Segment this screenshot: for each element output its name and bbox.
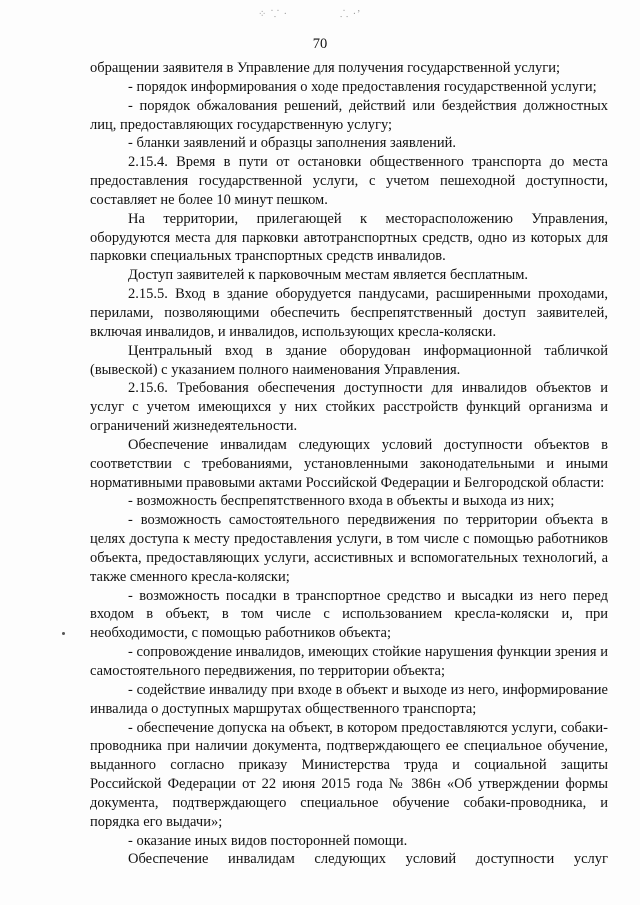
paragraph: 2.15.4. Время в пути от остановки общественного транспорта до места предоставления государственной услуги, с учетом пешеходной доступности, составляет не более 10 минут пешком. — [90, 154, 608, 208]
document-body — [90, 59, 608, 869]
paragraph: На территории, прилегающей к месторасположению Управления, оборудуются места для парковки автотранспортных средств, одно из которых для парковки специальных транспортных средств инвалидов. — [90, 210, 608, 265]
list-item: - порядок обжалования решений, действий или бездействия должностных лиц, предоставляющих государственную услугу; — [90, 97, 608, 133]
list-item: - бланки заявлений и образцы заполнения заявлений. — [128, 135, 457, 152]
list-item: - возможность беспрепятственного входа в объекты и выхода из них; — [128, 493, 555, 510]
paragraph: обращении заявителя в Управление для получения государственной услуги; — [90, 60, 561, 76]
paragraph: Центральный вход в здание оборудован информационной табличкой (вывеской) с указанием полного наименования Управления. — [90, 342, 608, 378]
paragraph: Обеспечение инвалидам следующих условий доступности объектов в соответствии с требованиями, установленными законодательными и иными нормативными правовыми актами Российской Федерации и Белгородской области: — [90, 436, 608, 491]
list-item: - оказание иных видов посторонней помощи. — [128, 832, 408, 849]
list-item: - возможность посадки в транспортное средство и высадки из него перед входом в объект, в том числе с использованием кресла-коляски и, при необходимости, с помощью работников объекта; — [90, 587, 608, 642]
list-item: - сопровождение инвалидов, имеющих стойкие нарушения функции зрения и самостоятельного передвижения, по территории объекта; — [90, 644, 608, 679]
scan-speck — [62, 632, 65, 635]
paragraph: 2.15.5. Вход в здание оборудуется пандусами, расширенными проходами, перилами, позволяющими обеспечить беспрепятственный доступ заявителей, включая инвалидов, и инвалидов, использующих кресла-коляски. — [90, 286, 608, 340]
paragraph: Обеспечение инвалидам следующих условий доступности услуг — [128, 851, 608, 868]
list-item: - обеспечение допуска на объект, в котором предоставляются услуги, собаки-проводника при наличии документа, подтверждающего ее специальное обучение, выданного согласно приказу Министерства труда и социальной защиты Российской Федерации от 22 июня 2015 года № 386н «Об утверждении формы документа, подтверждающего специальное обучение собаки-проводника, и порядка его выдачи»; — [90, 719, 608, 830]
scan-artifact: ⸫ ·ʼ — [340, 9, 362, 20]
list-item: - возможность самостоятельного передвижения по территории объекта в целях доступа к месту предоставления услуги, в том числе с помощью работников объекта, предоставляющих услуги, ассистивных и вспомогательных технологий, а также сменного кресла-коляски; — [90, 512, 608, 585]
list-item: - содействие инвалиду при входе в объект и выходе из него, информирование инвалида о доступных маршрутах общественного транспорта; — [90, 681, 608, 717]
paragraph: Доступ заявителей к парковочным местам является бесплатным. — [128, 267, 529, 284]
list-item: - порядок информирования о ходе предоставления государственной услуги; — [128, 78, 597, 95]
page-number: 70 — [312, 36, 328, 52]
paragraph: 2.15.6. Требования обеспечения доступности для инвалидов объектов и услуг с учетом имеющихся у них стойких расстройств функций организма и ограничений жизнедеятельности. — [90, 380, 608, 435]
scan-artifact: ⁘ ⸪ · — [258, 9, 288, 20]
